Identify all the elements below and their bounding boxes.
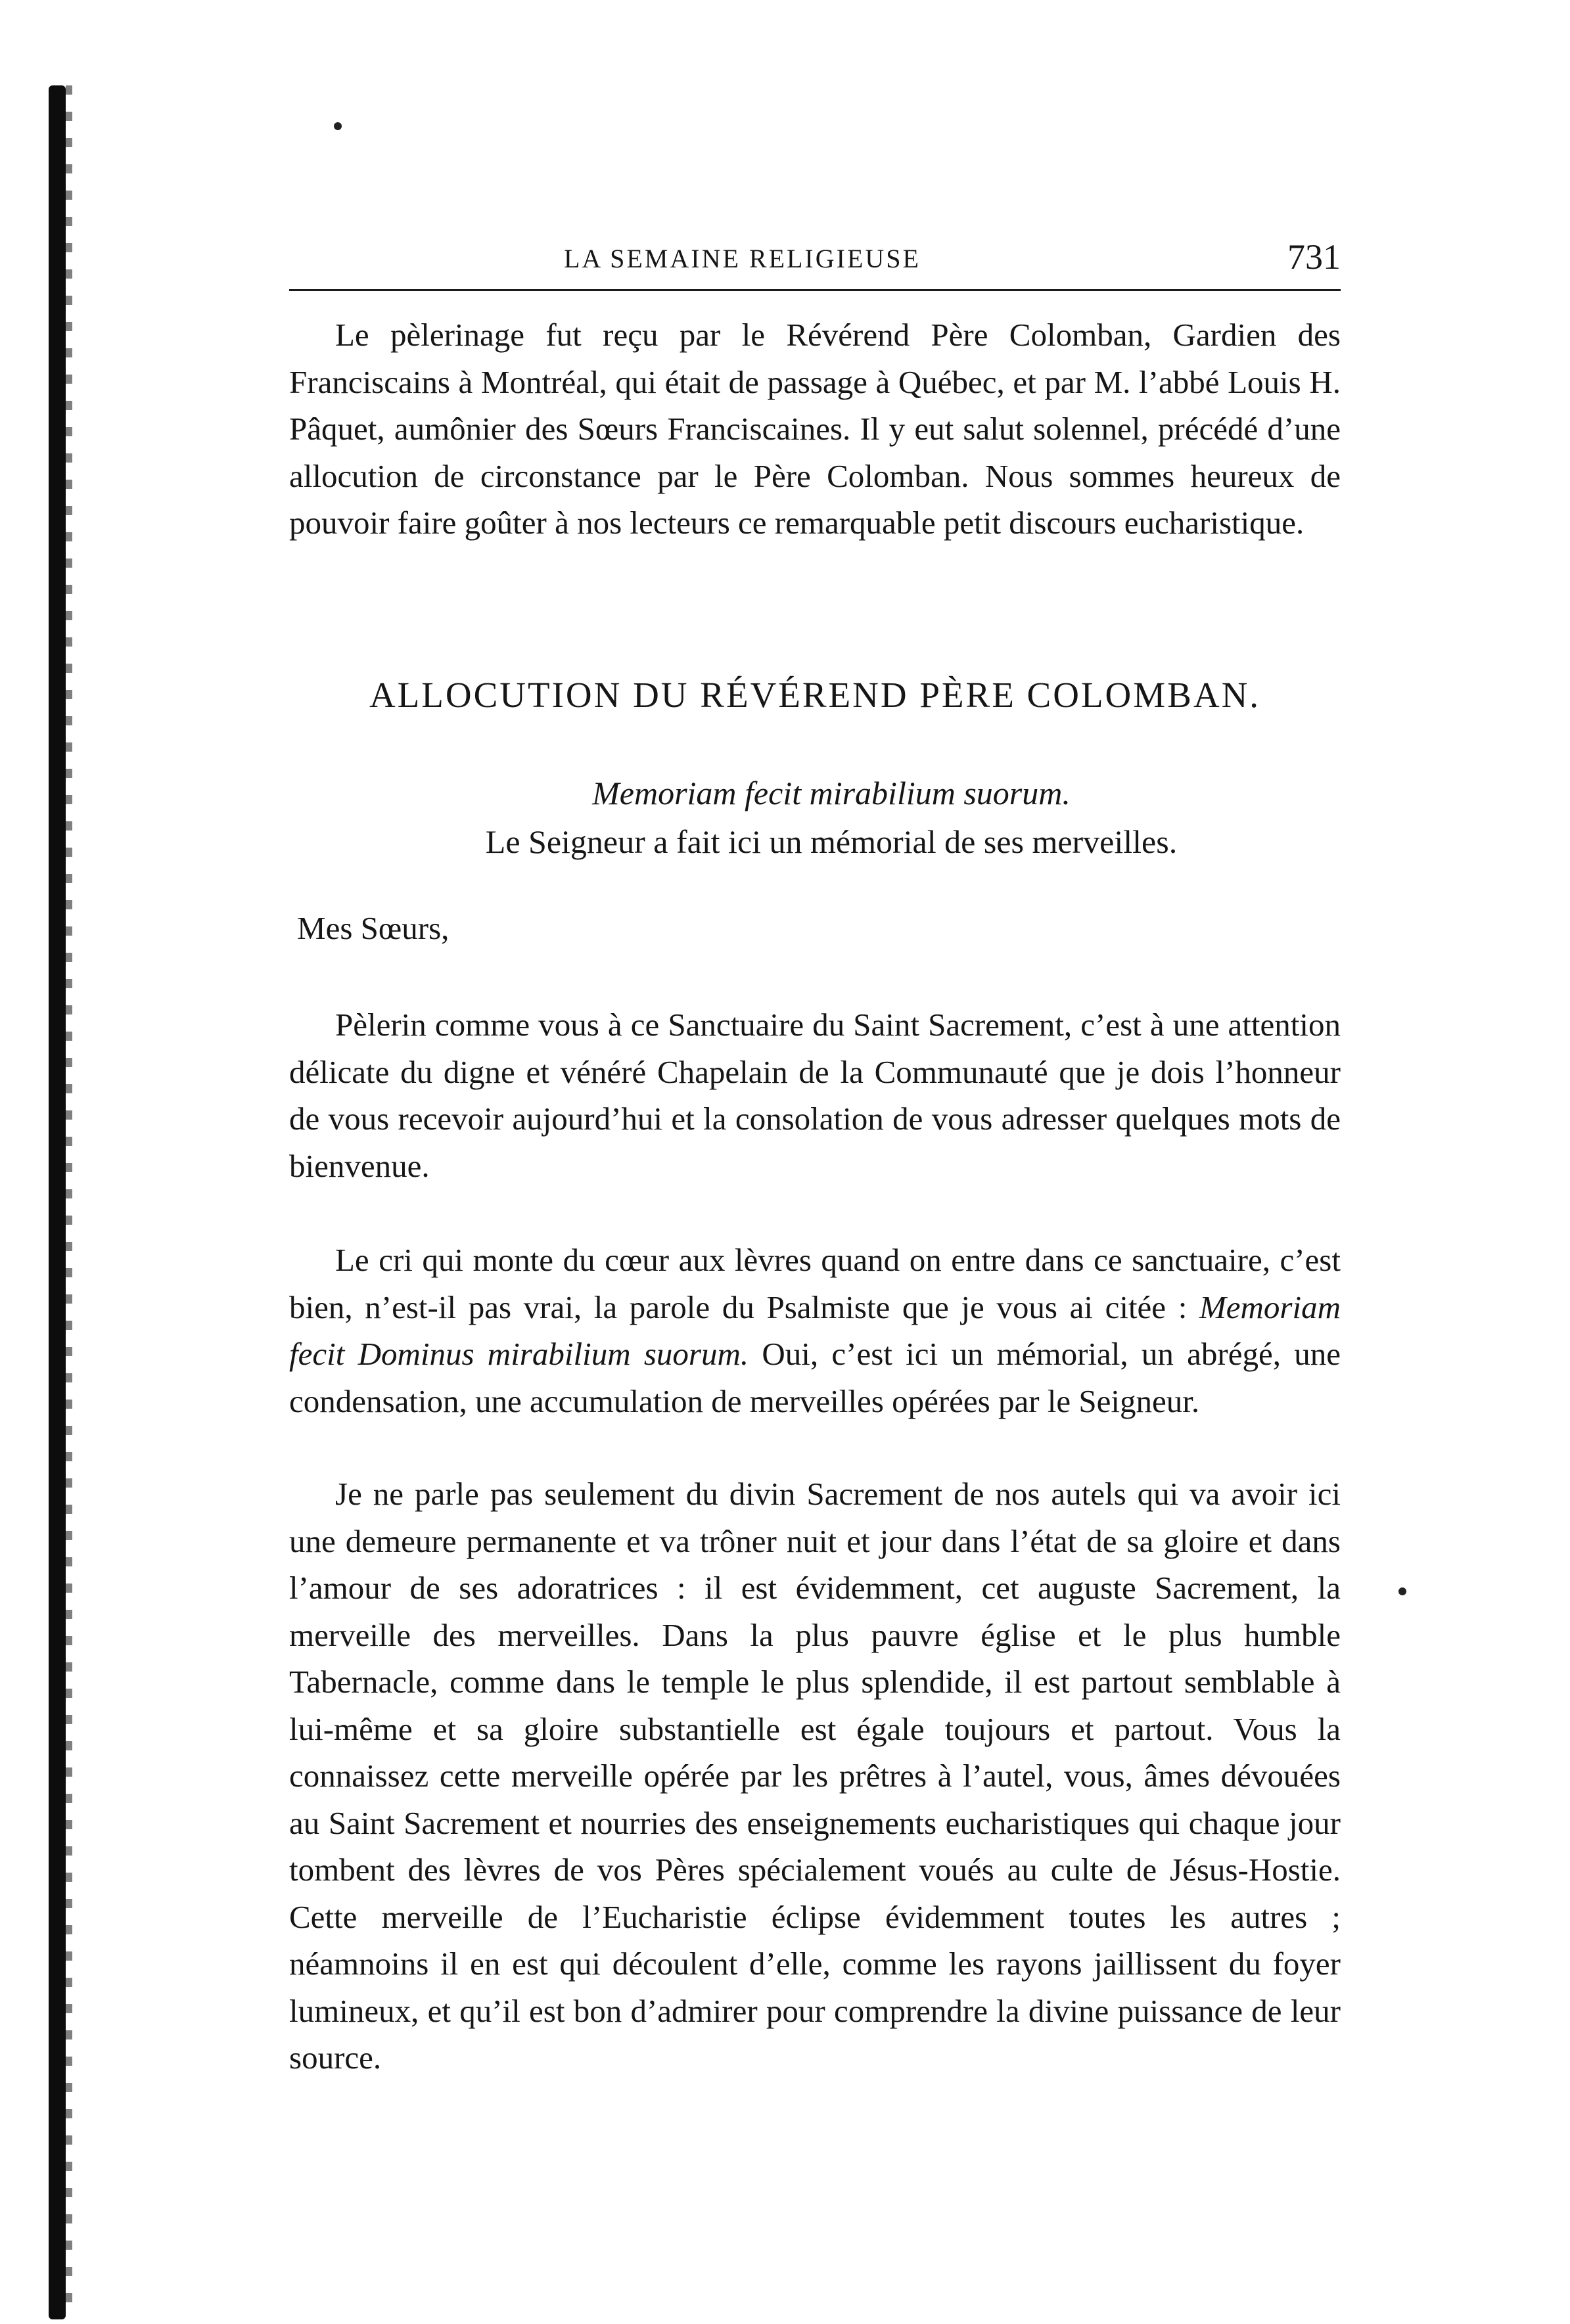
ink-speck (1398, 1587, 1406, 1595)
body-paragraph-2 (289, 1237, 1341, 1424)
paragraph-2-text-after: Oui, c’est ici un mémorial, un abrégé, une condensation, une accumulation de merveilles opérées par le Seigneur. (289, 1336, 1341, 1419)
paragraph-2-text-before: Le cri qui monte du cœur aux lèvres quand on entre dans ce sanctuaire, c’est bien, n’est-il pas vrai, la parole du Psalmiste que je vous ai citée : (289, 1242, 1341, 1325)
epigraph-latin: Memoriam fecit mirabilium suorum. (592, 775, 1071, 811)
header-rule (289, 289, 1341, 291)
body-paragraph-3: Je ne parle pas seulement du divin Sacrement de nos autels qui va avoir ici une demeure permanente et va trôner nuit et jour dans l’état de sa gloire et dans l’amour de ses adoratrices : il est évidemment, cet auguste Sacrement, la merveille des merveilles. Dans la plus pauvre église et le plus humble Tabernacle, comme dans le temple le plus splendide, il est partout semblable à lui-même et sa gloire substantielle est égale toujours et partout. Vous la connaissez cette merveille opérée par les prêtres à l’autel, vous, âmes dévouées au Saint Sacrement et nourries des enseignements eucharistiques qui chaque jour tombent des lèvres de vos Pères spécialement voués au culte de Jésus-Hostie. Cette merveille de l’Eucharistie éclipse évidemment toutes les autres ; néamnoins il en est qui découlent d’elle, comme les rayons jaillissent du foyer lumineux, et qu’il est bon d’admirer pour comprendre la divine puissance de leur source. (289, 1476, 1341, 2076)
ink-speck (334, 122, 342, 130)
running-title: LA SEMAINE RELIGIEUSE (564, 244, 921, 273)
body-paragraph-1: Pèlerin comme vous à ce Sanctuaire du Saint Sacrement, c’est à une attention délicate du digne et vénéré Chapelain de la Communauté que je dois l’honneur de vous recevoir aujourd’hui et la consolation de vous adresser quelques mots de bienvenue. (289, 1007, 1341, 1184)
intro-paragraph: Le pèlerinage fut reçu par le Révérend Père Colomban, Gardien des Franciscains à Montréal, qui était de passage à Québec, et par M. l’abbé Louis H. Pâquet, aumônier des Sœurs Franciscaines. Il y eut salut solennel, précédé d’une allocution de circonstance par le Père Colomban. Nous sommes heureux de pouvoir faire goûter à nos lecteurs ce remarquable petit discours eucharistique. (289, 317, 1341, 541)
page-binding-edge (49, 85, 66, 2319)
page-number: 731 (1287, 237, 1341, 277)
psalm-quotation: Memoriam fecit Dominus mirabilium suorum. (289, 1288, 1341, 1372)
epigraph-french: Le Seigneur a fait ici un mémorial de ses merveilles. (485, 823, 1178, 860)
salutation: Mes Sœurs, (297, 910, 450, 946)
section-heading: ALLOCUTION DU RÉVÉREND PÈRE COLOMBAN. (369, 675, 1261, 715)
page-header (289, 239, 1341, 292)
